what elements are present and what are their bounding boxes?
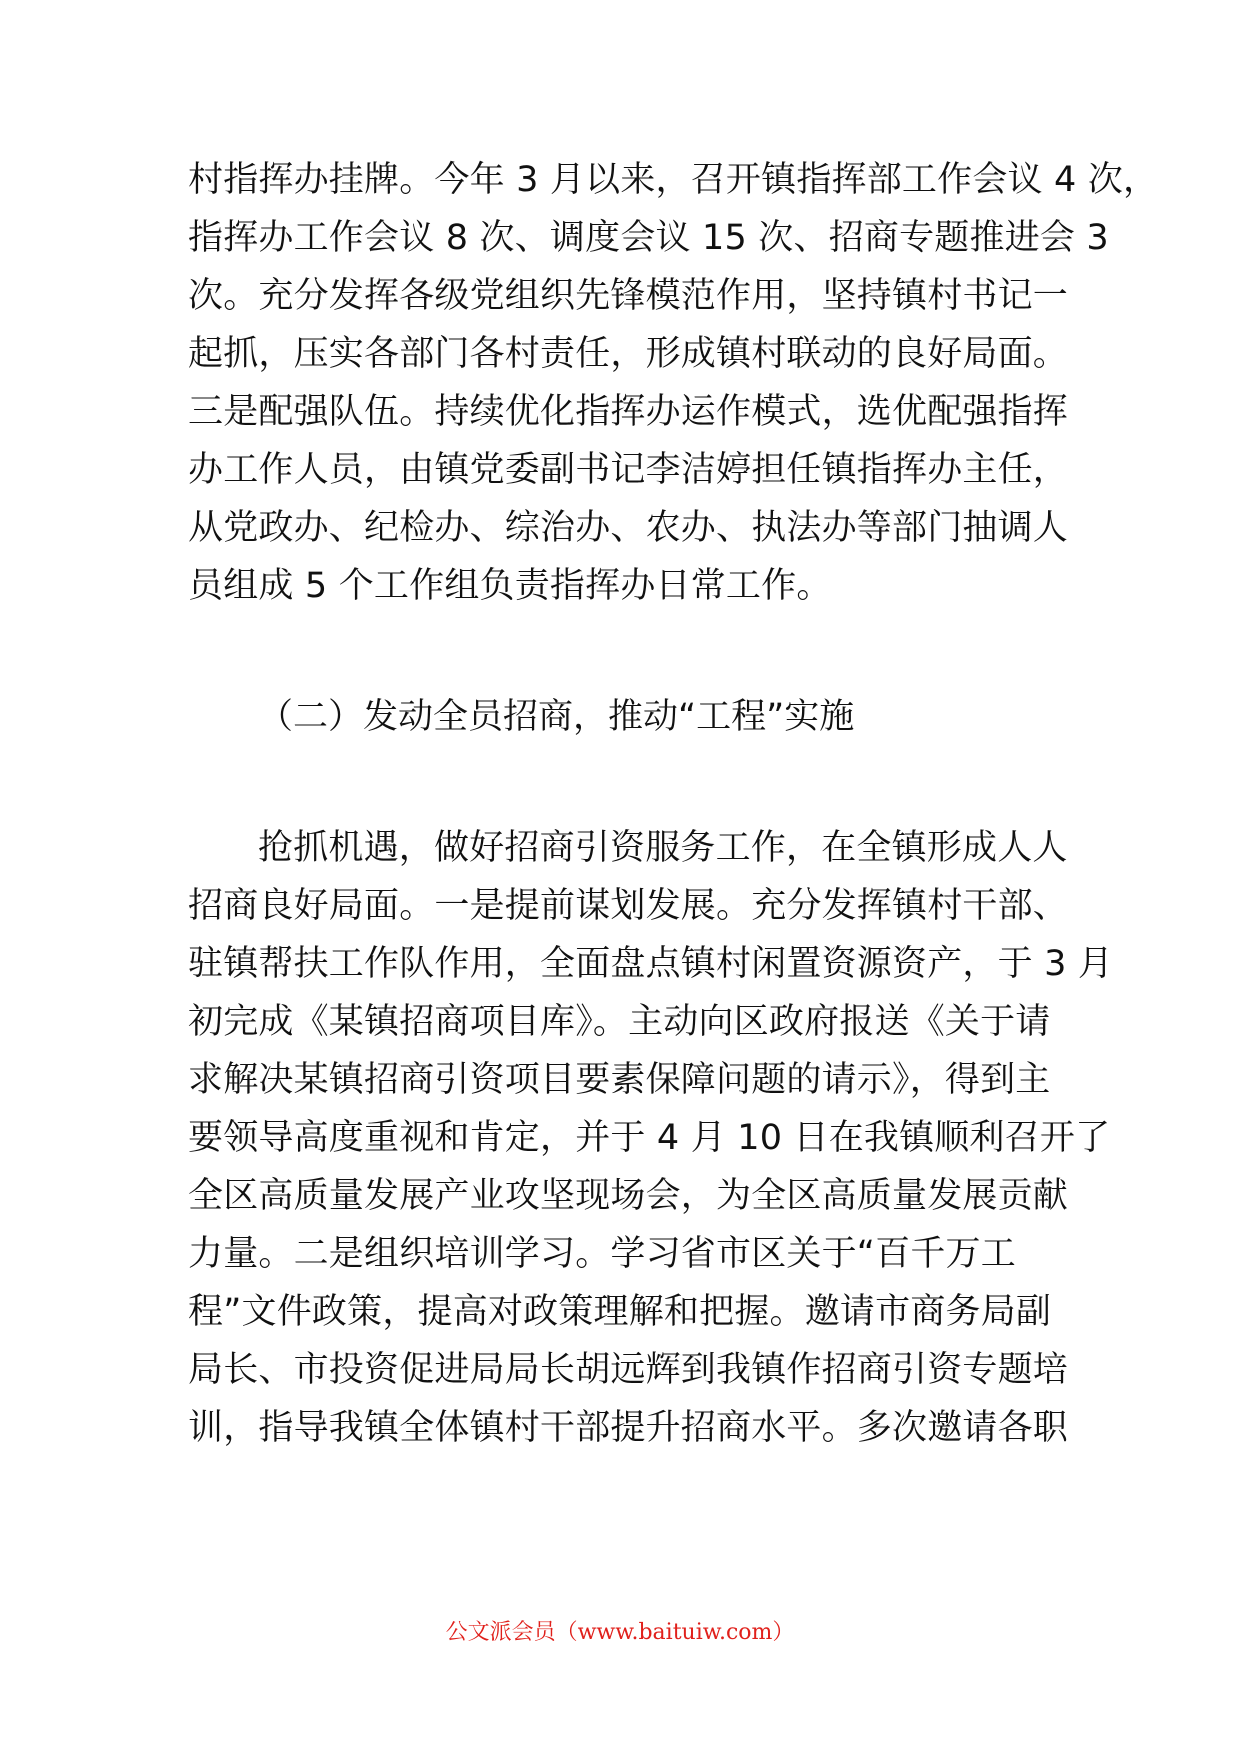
paragraph-2-line-9: 程”文件政策，提高对政策理解和把握。邀请市商务局副 (188, 1292, 1052, 1332)
paragraph-1-line-7: 从党政办、纪检办、综治办、农办、执法办等部门抽调人 (188, 508, 1069, 548)
paragraph-2-line-10: 局长、市投资促进局局长胡远辉到我镇作招商引资专题培 (188, 1350, 1069, 1390)
paragraph-1-line-1: 村指挥办挂牌。今年 3 月以来，召开镇指挥部工作会议 4 次， (188, 160, 1159, 200)
paragraph-2-line-1: 抢抓机遇，做好招商引资服务工作，在全镇形成人人 (258, 828, 1068, 868)
paragraph-2-line-5: 求解决某镇招商引资项目要素保障问题的请示》，得到主 (188, 1060, 1051, 1100)
paragraph-2-line-4: 初完成《某镇招商项目库》。主动向区政府报送《关于请 (188, 1002, 1051, 1042)
paragraph-1-line-3: 次。充分发挥各级党组织先锋模范作用，坚持镇村书记一 (188, 276, 1069, 316)
paragraph-2-line-7: 全区高质量发展产业攻坚现场会，为全区高质量发展贡献 (188, 1176, 1069, 1216)
paragraph-2-line-2: 招商良好局面。一是提前谋划发展。充分发挥镇村干部、 (188, 886, 1069, 926)
paragraph-2-line-6: 要领导高度重视和肯定，并于 4 月 10 日在我镇顺利召开了 (188, 1118, 1111, 1158)
footer-watermark: 公文派会员（www.baituiw.com） (445, 1620, 795, 1645)
paragraph-2-line-3: 驻镇帮扶工作队作用，全面盘点镇村闲置资源资产，于 3 月 (188, 944, 1114, 984)
section-heading: （二）发动全员招商，推动“工程”实施 (258, 697, 855, 737)
paragraph-1-line-2: 指挥办工作会议 8 次、调度会议 15 次、招商专题推进会 3 (188, 218, 1109, 258)
paragraph-1-line-6: 办工作人员，由镇党委副书记李洁婷担任镇指挥办主任， (188, 450, 1069, 490)
paragraph-2-line-8: 力量。二是组织培训学习。学习省市区关于“百千万工 (188, 1234, 1016, 1274)
paragraph-1-line-8: 员组成 5 个工作组负责指挥办日常工作。 (188, 566, 832, 606)
paragraph-1-line-5: 三是配强队伍。持续优化指挥办运作模式，选优配强指挥 (188, 392, 1069, 432)
paragraph-1-line-4: 起抓，压实各部门各村责任，形成镇村联动的良好局面。 (188, 334, 1069, 374)
paragraph-2-line-11: 训，指导我镇全体镇村干部提升招商水平。多次邀请各职 (188, 1408, 1069, 1448)
